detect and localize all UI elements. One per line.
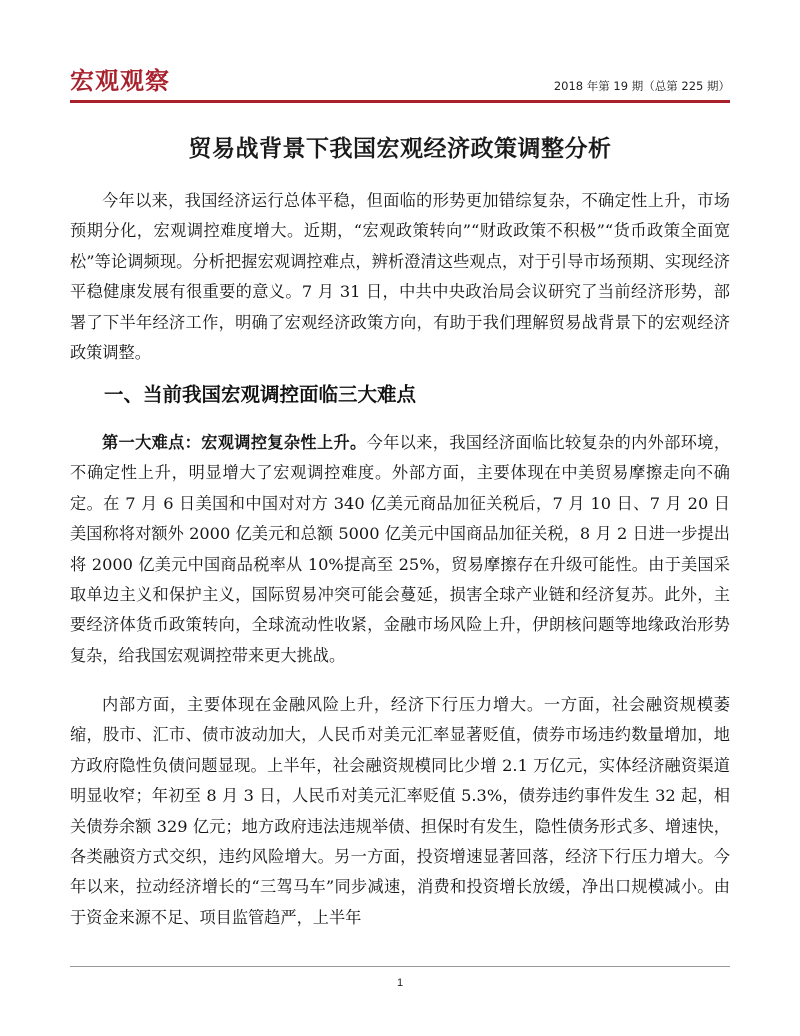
issue-number: 2018 年第 19 期（总第 225 期） xyxy=(553,79,730,93)
document-title: 贸易战背景下我国宏观经济政策调整分析 xyxy=(188,136,612,162)
difficulty-one-lead: 第一大难点：宏观调控复杂性上升。 xyxy=(102,433,367,452)
page-header xyxy=(70,64,730,100)
section-heading: 一、当前我国宏观调控面临三大难点 xyxy=(104,383,417,406)
intro-paragraph: 今年以来，我国经济运行总体平稳，但面临的形势更加错综复杂，不确定性上升，市场预期分化，宏观调控难度增大。近期，“宏观政策转向”“财政政策不积极”“货币政策全面宽松”等论调频现。分析把握宏观调控难点，辨析澄清这些观点，对于引导市场预期、实现经济平稳健康发展有很重要的意义。7 月 31 日，中共中央政治局会议研究了当前经济形势，部署了下半年经济工作，明确了宏观经济政策方向，有助于我们理解贸易战背景下的宏观经济政策调整。 xyxy=(70,191,730,363)
footer-divider xyxy=(70,966,730,967)
publication-title: 宏观观察 xyxy=(70,67,170,95)
header-divider xyxy=(70,100,730,103)
difficulty-one-body: 今年以来，我国经济面临比较复杂的内外部环境，不确定性上升，明显增大了宏观调控难度。外部方面，主要体现在中美贸易摩擦走向不确定。在 7 月 6 日美国和中国对对方 340 亿美元商品加征关税后，7 月 10 日、7 月 20 日美国称将对额外 2000 亿美元和总额 5000 亿美元中国商品加征关税，8 月 2 日进一步提出将 2000 亿美元中国商品税率从 10%提高至 25%，贸易摩擦存在升级可能性。由于美国采取单边主义和保护主义，国际贸易冲突可能会蔓延，损害全球产业链和经济复苏。此外，主要经济体货币政策转向，全球流动性收紧，金融市场风险上升，伊朗核问题等地缘政治形势复杂，给我国宏观调控带来更大挑战。 xyxy=(70,433,731,665)
page-number: 1 xyxy=(396,977,404,989)
internal-aspect-paragraph: 内部方面，主要体现在金融风险上升，经济下行压力增大。一方面，社会融资规模萎缩，股市、汇市、债市波动加大，人民币对美元汇率显著贬值，债券市场违约数量增加，地方政府隐性负债问题显现。上半年，社会融资规模同比少增 2.1 万亿元，实体经济融资渠道明显收窄；年初至 8 月 3 日，人民币对美元汇率贬值 5.3%，债券违约事件发生 32 起，相关债券余额 329 亿元；地方政府违法违规举债、担保时有发生，隐性债务形式多、增速快，各类融资方式交织，违约风险增大。另一方面，投资增速显著回落，经济下行压力增大。今年以来，拉动经济增长的“三驾马车”同步减速，消费和投资增长放缓，净出口规模减小。由于资金来源不足、项目监管趋严，上半年 xyxy=(70,695,730,927)
difficulty-one-paragraph xyxy=(70,428,730,671)
